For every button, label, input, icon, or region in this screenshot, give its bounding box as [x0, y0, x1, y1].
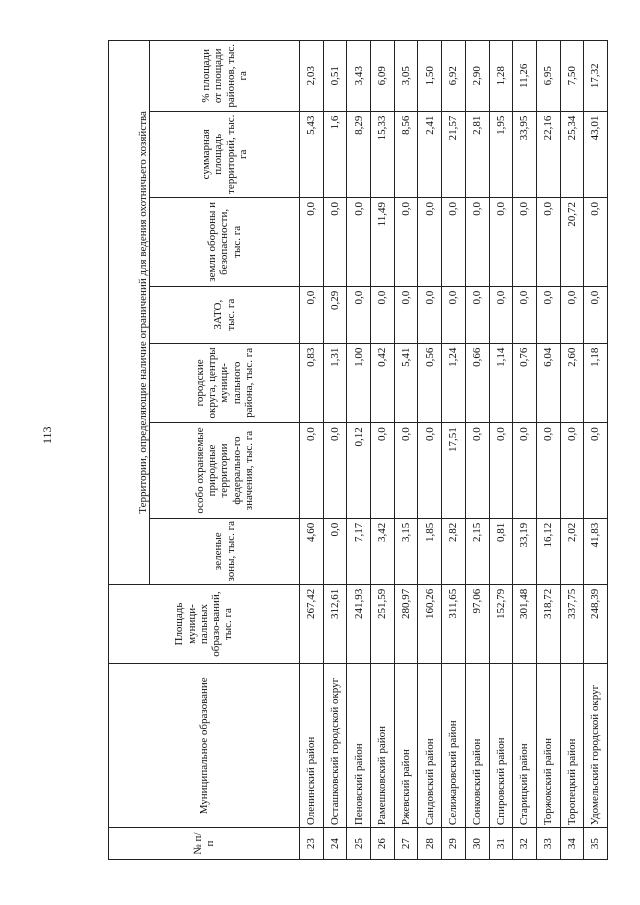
row-defense: 0,0: [347, 198, 371, 287]
row-municipality: Сонковский район: [465, 664, 489, 828]
row-area: 267,42: [300, 584, 324, 664]
row-zato: 0,0: [300, 286, 324, 343]
table-row: [300, 41, 324, 860]
table-row: [371, 41, 395, 860]
row-municipality: Сандовский район: [418, 664, 442, 828]
page-number: 113: [40, 426, 54, 444]
row-protected: 0,0: [418, 423, 442, 519]
row-percent: 6,09: [371, 41, 395, 112]
row-zato: 0,0: [513, 286, 537, 343]
row-area: 241,93: [347, 584, 371, 664]
row-number: 32: [513, 828, 537, 860]
header-total-area: суммарная площадь территорий, тыс. га: [150, 111, 300, 197]
row-area: 301,48: [513, 584, 537, 664]
row-protected: 0,0: [323, 423, 347, 519]
row-urban: 1,24: [442, 343, 466, 423]
table-row: [513, 41, 537, 860]
row-protected: 0,0: [513, 423, 537, 519]
table-row: [560, 41, 584, 860]
row-defense: 0,0: [465, 198, 489, 287]
row-urban: 1,18: [584, 343, 608, 423]
row-defense: 0,0: [442, 198, 466, 287]
row-municipality: Пеновский район: [347, 664, 371, 828]
row-total: 33,95: [513, 111, 537, 197]
table-row: [347, 41, 371, 860]
row-municipality: Торопецкий район: [560, 664, 584, 828]
row-municipality: Спировский район: [489, 664, 513, 828]
header-urban-districts: городские округа, центры муници-пального района, тыс. га: [150, 343, 300, 423]
row-protected: 0,0: [584, 423, 608, 519]
row-total: 2,81: [465, 111, 489, 197]
row-zato: 0,29: [323, 286, 347, 343]
row-zato: 0,0: [418, 286, 442, 343]
row-defense: 0,0: [394, 198, 418, 287]
row-municipality: Ржевский район: [394, 664, 418, 828]
header-zato: ЗАТО, тыс. га: [150, 286, 300, 343]
row-urban: 0,56: [418, 343, 442, 423]
row-area: 251,59: [371, 584, 395, 664]
table-body: [300, 41, 608, 860]
row-zato: 0,0: [536, 286, 560, 343]
row-percent: 3,05: [394, 41, 418, 112]
table-row: [418, 41, 442, 860]
row-total: 22,16: [536, 111, 560, 197]
rotated-table-frame: [108, 40, 608, 860]
header-area: Площадь муници-пальных образо-ваний, тыс. га: [109, 584, 300, 664]
row-area: 337,75: [560, 584, 584, 664]
table-row: [536, 41, 560, 860]
row-defense: 0,0: [513, 198, 537, 287]
row-green: 2,02: [560, 518, 584, 584]
row-defense: 11,49: [371, 198, 395, 287]
row-urban: 1,14: [489, 343, 513, 423]
row-total: 25,34: [560, 111, 584, 197]
row-area: 280,97: [394, 584, 418, 664]
row-total: 21,57: [442, 111, 466, 197]
row-urban: 5,41: [394, 343, 418, 423]
row-protected: 0,0: [560, 423, 584, 519]
row-urban: 0,76: [513, 343, 537, 423]
row-number: 35: [584, 828, 608, 860]
row-percent: 6,92: [442, 41, 466, 112]
header-green-zones: зеленые зоны, тыс. га: [150, 518, 300, 584]
row-total: 2,41: [418, 111, 442, 197]
header-percent: % площади от площади районов, тыс. га: [150, 41, 300, 112]
row-zato: 0,0: [465, 286, 489, 343]
row-urban: 0,83: [300, 343, 324, 423]
table-row: [489, 41, 513, 860]
header-defense-lands: земли обороны и безопасности, тыс. га: [150, 198, 300, 287]
header-municipality: Муниципальное образование: [109, 664, 300, 828]
row-protected: 0,0: [300, 423, 324, 519]
row-protected: 17,51: [442, 423, 466, 519]
row-percent: 2,03: [300, 41, 324, 112]
table-container: [108, 40, 608, 860]
row-percent: 7,50: [560, 41, 584, 112]
row-percent: 6,95: [536, 41, 560, 112]
table-row: [442, 41, 466, 860]
row-zato: 0,0: [560, 286, 584, 343]
row-area: 311,65: [442, 584, 466, 664]
table-row: [323, 41, 347, 860]
header-protected-areas: особо охраняемые природные территории федерально-го значения, тыс. га: [150, 423, 300, 519]
row-defense: 0,0: [323, 198, 347, 287]
row-area: 152,79: [489, 584, 513, 664]
row-zato: 0,0: [371, 286, 395, 343]
row-municipality: Старицкий район: [513, 664, 537, 828]
row-protected: 0,0: [371, 423, 395, 519]
row-area: 312,61: [323, 584, 347, 664]
row-green: 0,81: [489, 518, 513, 584]
row-number: 34: [560, 828, 584, 860]
row-total: 43,01: [584, 111, 608, 197]
header-row-1: [109, 41, 150, 860]
row-number: 28: [418, 828, 442, 860]
row-percent: 3,43: [347, 41, 371, 112]
row-defense: 0,0: [418, 198, 442, 287]
table-row: [394, 41, 418, 860]
row-area: 160,26: [418, 584, 442, 664]
row-municipality: Селижаровский район: [442, 664, 466, 828]
row-protected: 0,0: [465, 423, 489, 519]
row-total: 8,29: [347, 111, 371, 197]
row-total: 1,95: [489, 111, 513, 197]
row-protected: 0,12: [347, 423, 371, 519]
table-row: [584, 41, 608, 860]
row-municipality: Торжокский район: [536, 664, 560, 828]
row-total: 5,43: [300, 111, 324, 197]
row-percent: 17,32: [584, 41, 608, 112]
row-number: 26: [371, 828, 395, 860]
row-municipality: Оленинский район: [300, 664, 324, 828]
row-urban: 0,42: [371, 343, 395, 423]
row-protected: 0,0: [489, 423, 513, 519]
row-green: 3,15: [394, 518, 418, 584]
row-number: 30: [465, 828, 489, 860]
row-percent: 2,90: [465, 41, 489, 112]
row-municipality: Рамешковский район: [371, 664, 395, 828]
header-number: № п/п: [109, 828, 300, 860]
row-green: 2,15: [465, 518, 489, 584]
row-municipality: Удомельский городской округ: [584, 664, 608, 828]
row-percent: 1,28: [489, 41, 513, 112]
row-area: 97,06: [465, 584, 489, 664]
row-zato: 0,0: [394, 286, 418, 343]
row-number: 29: [442, 828, 466, 860]
row-zato: 0,0: [347, 286, 371, 343]
row-zato: 0,0: [584, 286, 608, 343]
row-green: 41,83: [584, 518, 608, 584]
row-number: 24: [323, 828, 347, 860]
row-zato: 0,0: [489, 286, 513, 343]
row-green: 2,82: [442, 518, 466, 584]
row-area: 248,39: [584, 584, 608, 664]
row-defense: 20,72: [560, 198, 584, 287]
row-urban: 2,60: [560, 343, 584, 423]
row-percent: 1,50: [418, 41, 442, 112]
row-defense: 0,0: [584, 198, 608, 287]
row-urban: 6,04: [536, 343, 560, 423]
row-green: 33,19: [513, 518, 537, 584]
row-green: 4,60: [300, 518, 324, 584]
restrictions-table: [108, 40, 608, 860]
row-total: 8,56: [394, 111, 418, 197]
row-municipality: Осташковский городской округ: [323, 664, 347, 828]
row-defense: 0,0: [536, 198, 560, 287]
row-defense: 0,0: [489, 198, 513, 287]
row-total: 15,33: [371, 111, 395, 197]
row-zato: 0,0: [442, 286, 466, 343]
header-restrictions-group: Территории, определяющие наличие ограничений для ведения охотничьего хозяйства: [109, 41, 150, 585]
row-number: 31: [489, 828, 513, 860]
row-green: 3,42: [371, 518, 395, 584]
row-number: 25: [347, 828, 371, 860]
row-percent: 11,26: [513, 41, 537, 112]
row-protected: 0,0: [394, 423, 418, 519]
row-percent: 0,51: [323, 41, 347, 112]
row-number: 27: [394, 828, 418, 860]
row-urban: 0,66: [465, 343, 489, 423]
row-defense: 0,0: [300, 198, 324, 287]
row-urban: 1,00: [347, 343, 371, 423]
row-green: 16,12: [536, 518, 560, 584]
row-number: 33: [536, 828, 560, 860]
row-area: 318,72: [536, 584, 560, 664]
row-green: 0,0: [323, 518, 347, 584]
row-number: 23: [300, 828, 324, 860]
row-green: 7,17: [347, 518, 371, 584]
row-total: 1,6: [323, 111, 347, 197]
row-protected: 0,0: [536, 423, 560, 519]
row-urban: 1,31: [323, 343, 347, 423]
row-green: 1,85: [418, 518, 442, 584]
table-row: [465, 41, 489, 860]
